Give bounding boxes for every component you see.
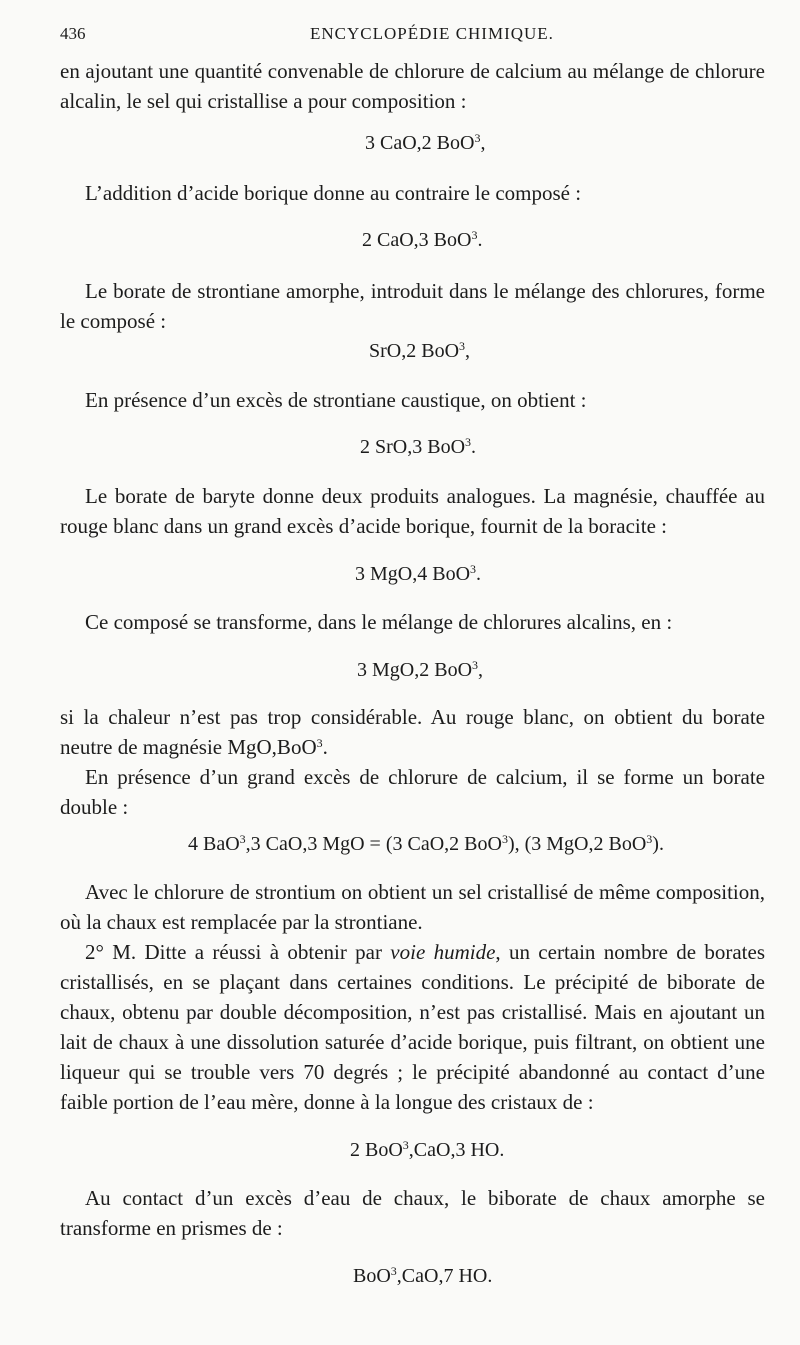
paragraph-3-text: Le borate de strontiane amorphe, introduit dans le mélange des chlorures, forme le composé : — [60, 279, 765, 333]
formula-1-tail: , — [480, 132, 486, 154]
formula-7 — [60, 829, 765, 859]
formula-5-base: 3 MgO,4 BoO — [355, 563, 471, 585]
formula-7-sup-2: 3 — [501, 832, 508, 846]
formula-7-part-b: ,3 CaO,3 MgO = (3 CaO,2 BoO — [245, 833, 502, 855]
formula-5-tail: . — [476, 563, 482, 585]
formula-9 — [60, 1261, 765, 1291]
paragraph-7 — [60, 702, 765, 762]
formula-9-part-a: BoO — [353, 1265, 391, 1287]
formula-7-sup-3: 3 — [646, 832, 653, 846]
paragraph-1-text: en ajoutant une quantité convenable de chlorure de calcium au mélange de chlorure alcalin, le sel qui cristallise a pour composition : — [60, 59, 765, 113]
formula-3-sup: 3 — [459, 339, 466, 353]
formula-7-part-d: ). — [652, 833, 664, 855]
paragraph-10-italic: voie humide — [390, 940, 496, 964]
formula-3-base: SrO,2 BoO — [369, 340, 460, 362]
paragraph-10-rest: , un certain nombre de borates cristallisés, en se plaçant dans certaines conditions. Le précipité de biborate de chaux, obtenu par double décomposition, n’est pas cristallisé. Mais en ajoutant un lait de chaux à une dissolution saturée d’acide borique, puis filtrant, on obtient une liqueur qui se trouble vers 70 degrés ; le précipité abandonné au contact d’une faible portion de l’eau mère, donne à la longue des cristaux de : — [60, 940, 765, 1114]
formula-2-base: 2 CaO,3 BoO — [362, 229, 472, 251]
paragraph-5-text: Le borate de baryte donne deux produits analogues. La magnésie, chauffée au rouge blanc dans un grand excès d’acide borique, fournit de la boracite : — [60, 484, 765, 538]
formula-4 — [60, 432, 765, 462]
paragraph-9-text: Avec le chlorure de strontium on obtient un sel cristallisé de même composition, où la chaux est remplacée par la strontiane. — [60, 880, 765, 934]
paragraph-1 — [60, 56, 765, 116]
page-header — [60, 24, 760, 46]
formula-4-sup: 3 — [465, 435, 472, 449]
formula-4-base: 2 SrO,3 BoO — [360, 436, 466, 458]
formula-3-tail: , — [465, 340, 471, 362]
paragraph-5 — [60, 481, 765, 541]
formula-8-part-a: 2 BoO — [350, 1139, 403, 1161]
paragraph-7-text: si la chaleur n’est pas trop considérable. Au rouge blanc, on obtient du borate neutre de magnésie MgO,BoO — [60, 705, 765, 759]
formula-2-sup: 3 — [471, 228, 478, 242]
formula-5-sup: 3 — [470, 562, 477, 576]
formula-1-base: 3 CaO,2 BoO — [365, 132, 475, 154]
formula-6-sup: 3 — [472, 658, 479, 672]
formula-3 — [60, 336, 765, 366]
paragraph-7-sup: 3 — [316, 736, 323, 750]
paragraph-9 — [60, 877, 765, 937]
formula-6-base: 3 MgO,2 BoO — [357, 659, 473, 681]
paragraph-10 — [60, 937, 765, 1117]
paragraph-4 — [60, 385, 765, 415]
formula-7-part-c: ), (3 MgO,2 BoO — [507, 833, 647, 855]
formula-6 — [60, 655, 765, 685]
paragraph-6-text: Ce composé se transforme, dans le mélange de chlorures alcalins, en : — [85, 610, 673, 634]
formula-8 — [60, 1135, 765, 1165]
paragraph-7-tail: . — [322, 735, 328, 759]
formula-6-tail: , — [478, 659, 484, 681]
formula-5 — [60, 559, 765, 589]
paragraph-4-text: En présence d’un excès de strontiane caustique, on obtient : — [85, 388, 587, 412]
formula-8-part-b: ,CaO,3 HO. — [408, 1139, 505, 1161]
running-title: ENCYCLOPÉDIE CHIMIQUE. — [310, 24, 554, 43]
paragraph-10-lead: 2° M. Ditte a réussi à obtenir par — [85, 940, 391, 964]
formula-8-sup: 3 — [402, 1138, 409, 1152]
paragraph-11-text: Au contact d’un excès d’eau de chaux, le biborate de chaux amorphe se transforme en prismes de : — [60, 1186, 765, 1240]
formula-2 — [60, 225, 765, 255]
page-body — [60, 56, 765, 1291]
paragraph-6 — [60, 607, 765, 637]
formula-1 — [60, 128, 765, 158]
formula-4-tail: . — [471, 436, 477, 458]
formula-7-sup-1: 3 — [239, 832, 246, 846]
formula-1-sup: 3 — [474, 131, 481, 145]
paragraph-2-text: L’addition d’acide borique donne au contraire le composé : — [85, 181, 582, 205]
paragraph-8-text: En présence d’un grand excès de chlorure de calcium, il se forme un borate double : — [60, 765, 765, 819]
paragraph-3 — [60, 276, 765, 336]
formula-2-tail: . — [477, 229, 483, 251]
formula-7-part-a: 4 BaO — [188, 833, 240, 855]
formula-9-sup: 3 — [390, 1264, 397, 1278]
paragraph-11 — [60, 1183, 765, 1243]
page-number: 436 — [60, 24, 86, 43]
formula-9-part-b: ,CaO,7 HO. — [396, 1265, 493, 1287]
paragraph-2 — [60, 178, 765, 208]
paragraph-8 — [60, 762, 765, 822]
